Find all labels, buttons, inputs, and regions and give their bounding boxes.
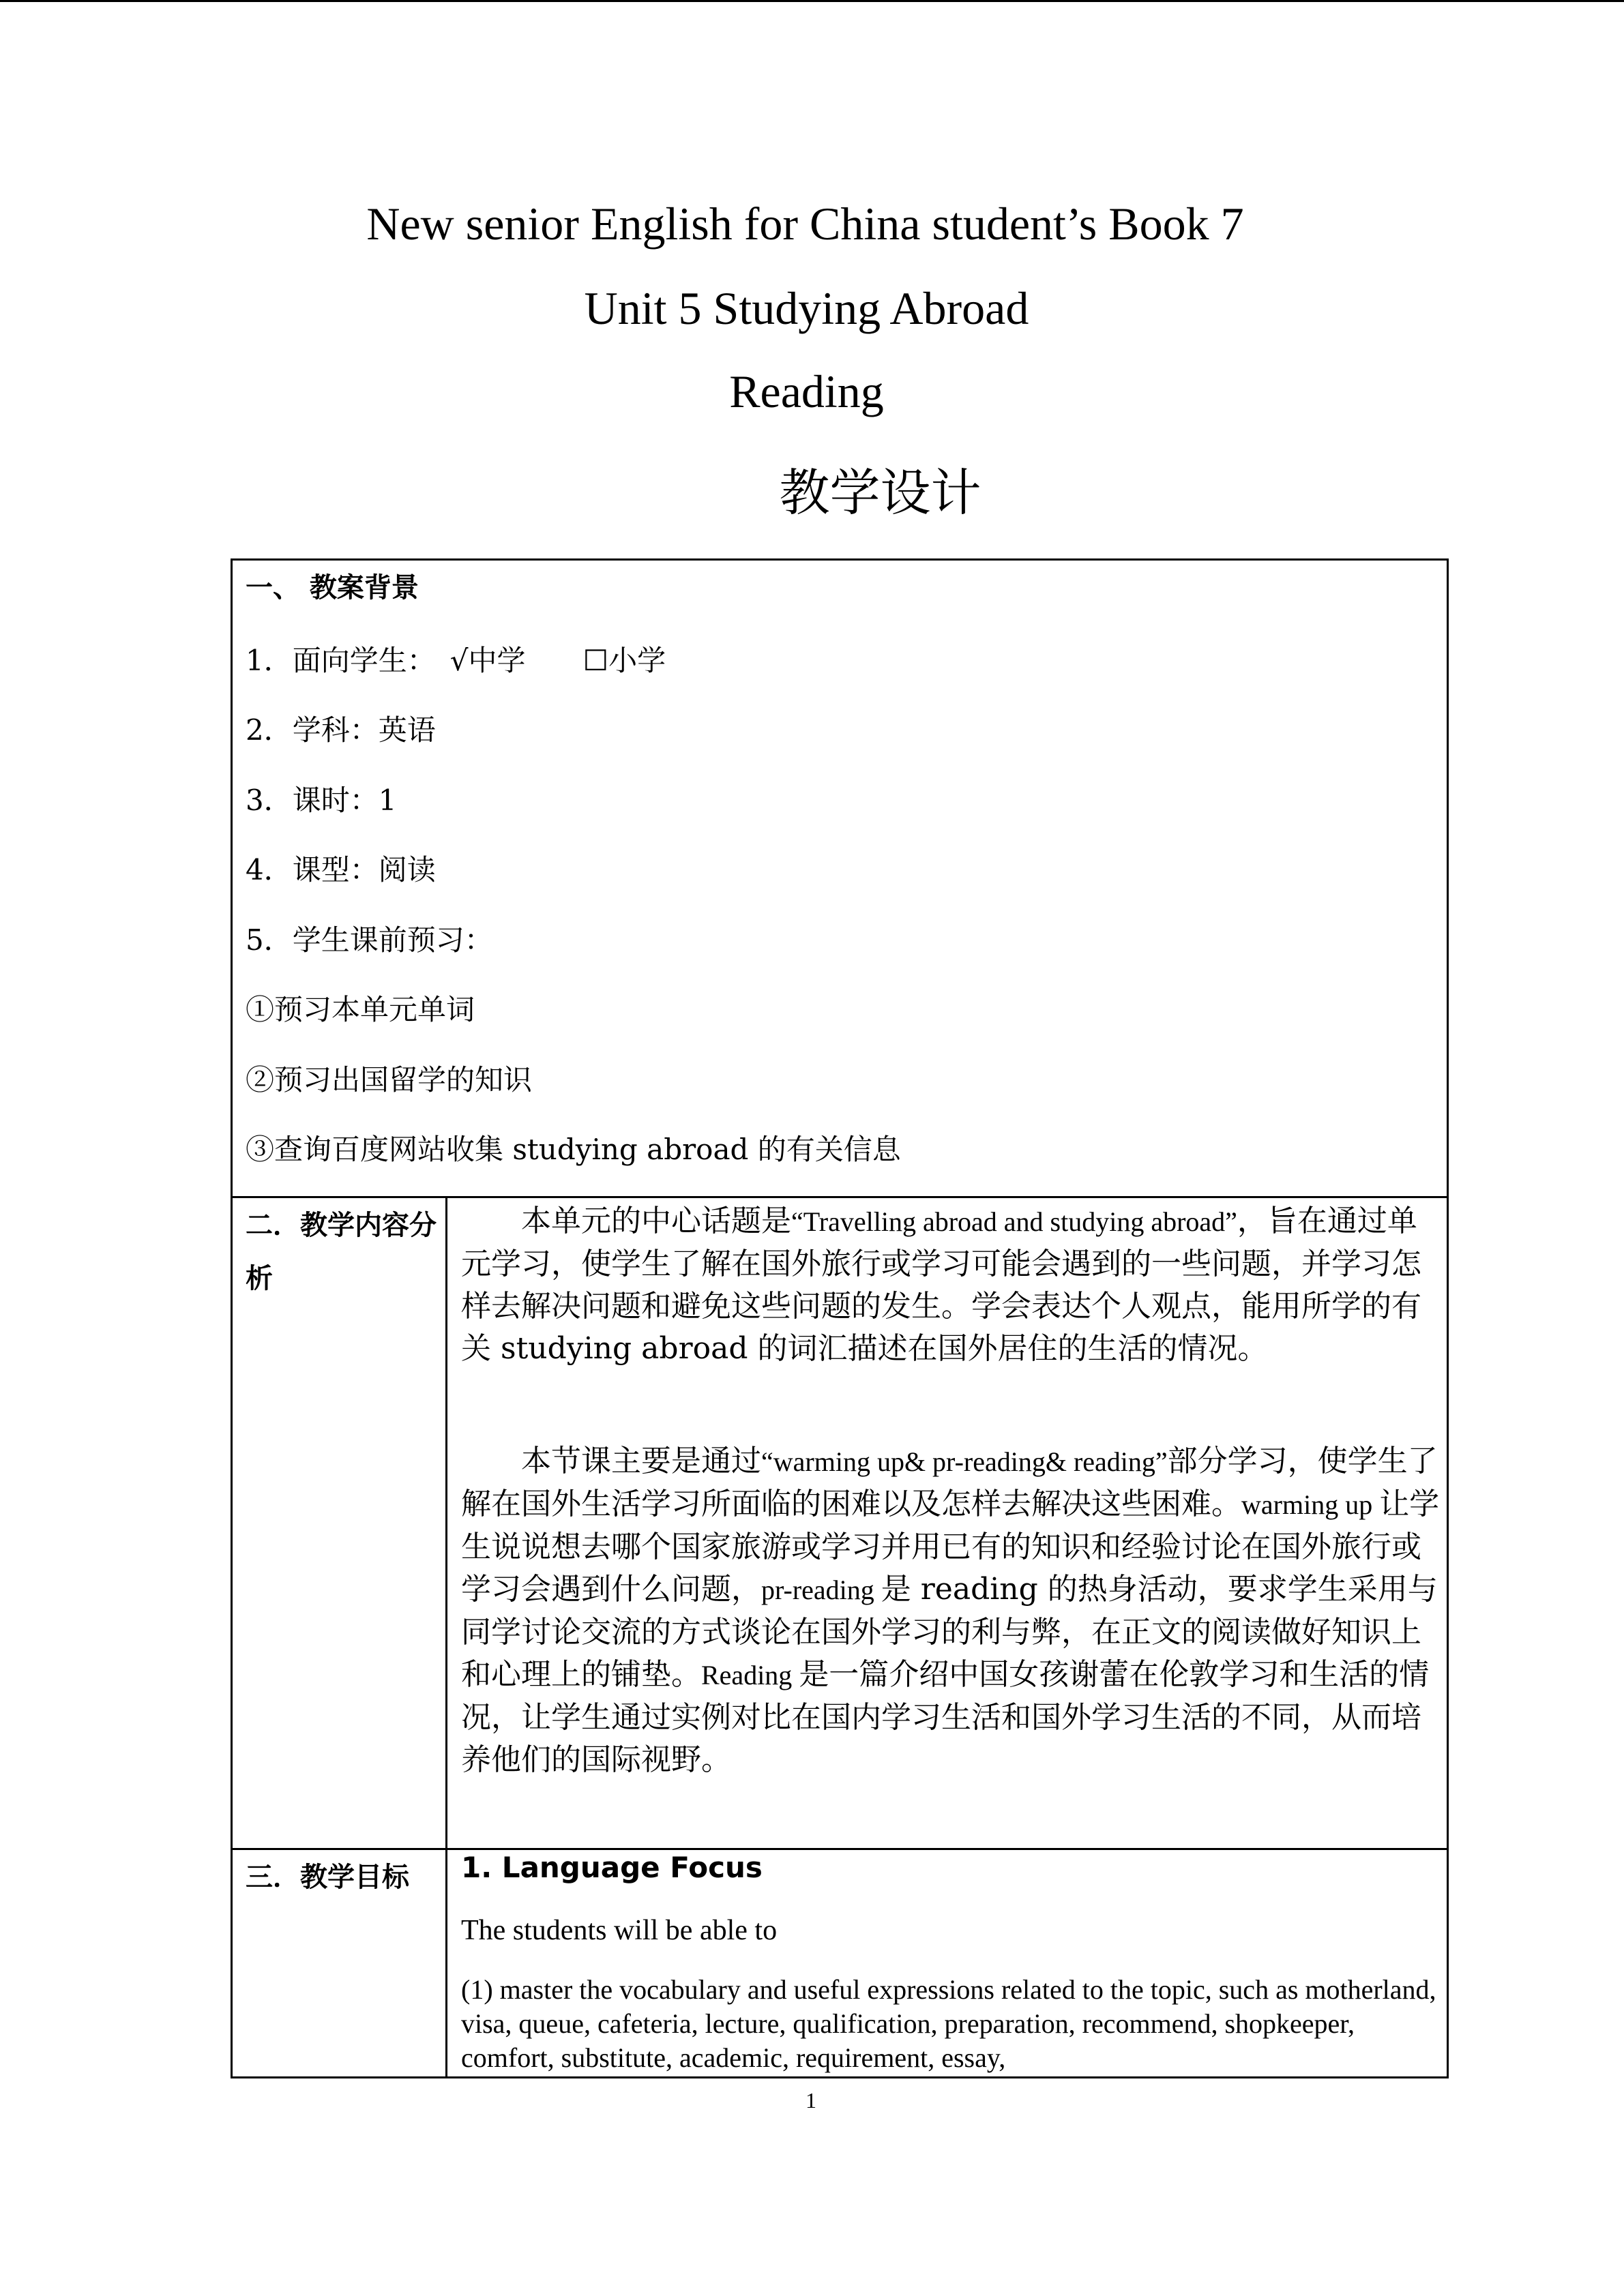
- section1-heading: 一、 教案背景: [246, 572, 419, 603]
- column-divider: [445, 1196, 447, 1850]
- section1-item-8: ③查询百度网站收集 studying abroad 的有关信息: [246, 1133, 901, 1166]
- column-divider: [445, 1848, 447, 2078]
- language-focus-title: 1. Language Focus: [461, 1851, 763, 1884]
- doc-title-line-4: 教学设计: [779, 464, 981, 522]
- objectives-point-1: (1) master the vocabulary and useful expressions related to the topic, such as motherland, visa, queue, cafeteria, lecture, qualification, preparation, recommend, shopkeeper, comfort, substitute, academic, requirement, essay,: [461, 1974, 1436, 2073]
- doc-title-line-2: Unit 5 Studying Abroad: [584, 282, 1029, 334]
- section1-item-7: ②预习出国留学的知识: [246, 1063, 533, 1097]
- section1-item-3: 3．课时：1: [246, 784, 397, 817]
- doc-title-line-1: New senior English for China student’s Book 7: [366, 198, 1244, 250]
- top-border: [0, 0, 1624, 2]
- section2-label: 二．教学内容分析: [246, 1210, 437, 1294]
- objectives-intro: The students will be able to: [461, 1915, 778, 1946]
- section3-label: 三．教学目标: [246, 1862, 409, 1893]
- section1-item-4: 4．课型：阅读: [246, 853, 436, 886]
- section1-item-1: 1．面向学生： √中学 ☐小学: [246, 644, 666, 677]
- page-number: 1: [806, 2088, 816, 2113]
- section1-item-6: ①预习本单元单词: [246, 993, 475, 1026]
- doc-title-line-3: Reading: [729, 366, 884, 417]
- section2-paragraph-1: 本单元的中心话题是“Travelling abroad and studying abroad”，旨在通过单元学习，使学生了解在国外旅行或学习可能会遇到的一些问题，并学习怎样去解决问题和避免这些问题的发生。学会表达个人观点，能用所学的有关 studying abroad 的词汇描述在国外居住的生活的情况。: [461, 1204, 1421, 1366]
- section1-item-2: 2．学科：英语: [246, 713, 436, 747]
- section1-item-5: 5．学生课前预习：: [246, 923, 493, 957]
- section2-paragraph-2: 本节课主要是通过“warming up& pr-reading& reading”部分学习，使学生了解在国外生活学习所面临的困难以及怎样去解决这些困难。warming up 让学生说说想去哪个国家旅游或学习并用已有的知识和经验讨论在国外旅行或学习会遇到什么问题，pr-reading 是 reading 的热身活动，要求学生采用与同学讨论交流的方式谈论在国外学习的利与弊，在正文的阅读做好知识上和心理上的铺垫。Reading 是一篇介绍中国女孩谢蕾在伦敦学习和生活的情况，让学生通过实例对比在国内学习生活和国外学习生活的不同，从而培养他们的国际视野。: [461, 1444, 1440, 1777]
